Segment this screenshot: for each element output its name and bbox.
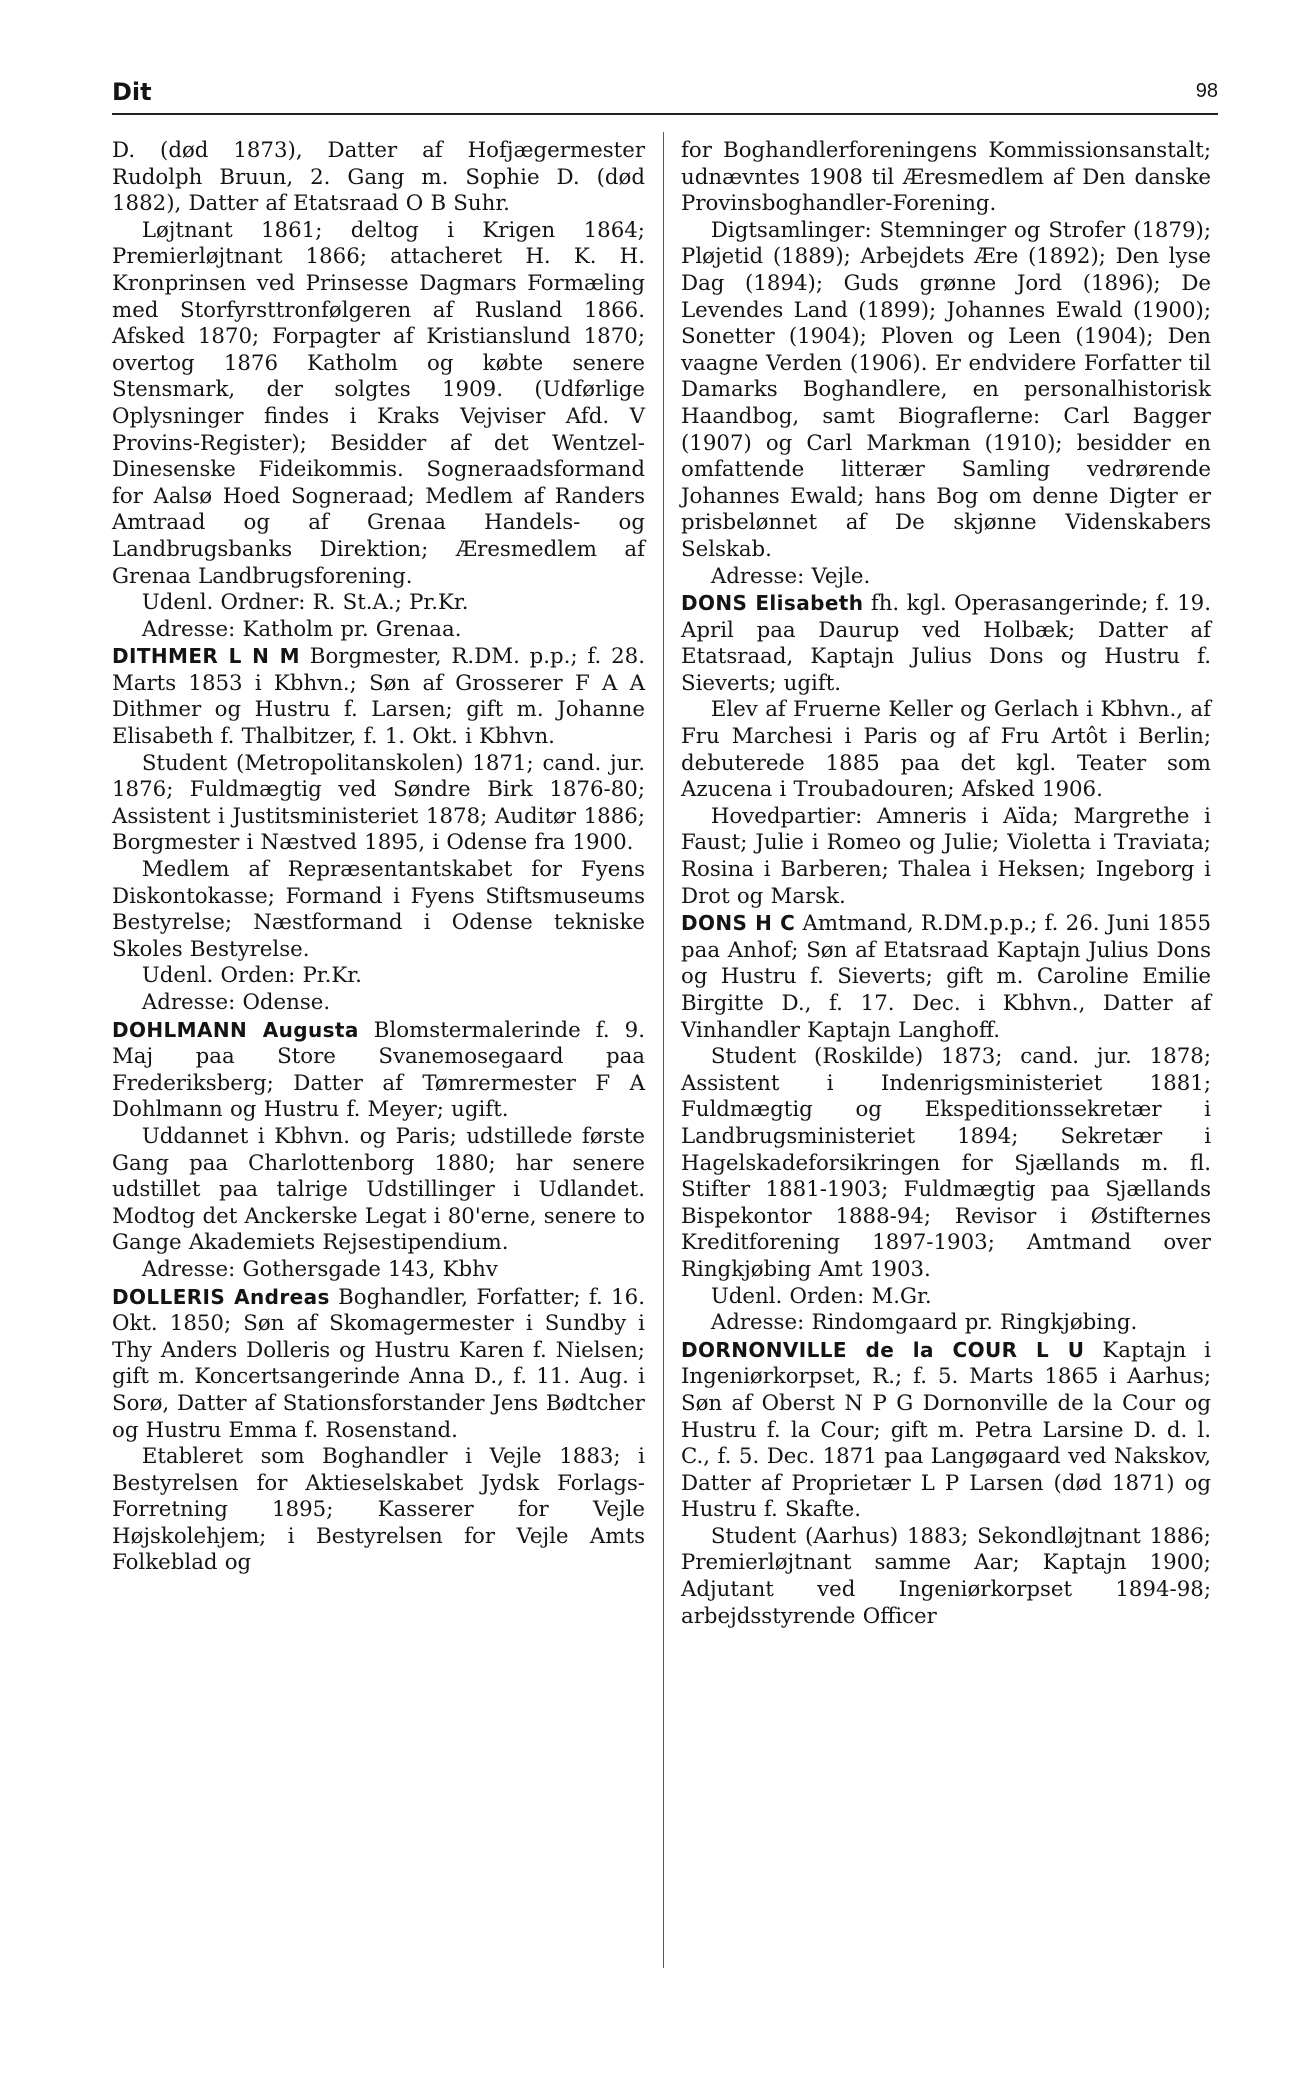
right-column (681, 138, 1211, 1630)
entry-text: Uddannet i Kbhvn. og Paris; udstillede første Gang paa Charlottenborg 1880; har senere udstillet paa talrige Udstillinger i Udlandet. Modtog det Anckerske Legat i 80'erne, senere to Gange Akademiets Rejsestipendium. (112, 1123, 645, 1256)
entry-text: Løjtnant 1861; deltog i Krigen 1864; Premierløjtnant 1866; attacheret H. K. H. Kronprinsen ved Prinsesse Dagmars Formæling med Storfyrsttronfølgeren af Rusland 1866. Afsked 1870; Forpagter af Kristianslund 1870; overtog 1876 Katholm og købte senere Stensmark, der solgtes 1909. (Udførlige Oplysninger findes i Kraks Vejviser Afd. V Provins-Register); Besidder af det Wentzel-Dinesenske Fideikommis. Sogneraadsformand for Aalsø Hoed Sogneraad; Medlem af Randers Amtraad og af Grenaa Handels- og Landbrugsbanks Direktion; Æresmedlem af Grenaa Landbrugsforening. (112, 217, 645, 589)
entry-text: Kaptajn i Ingeniørkorpset, R.; f. 5. Marts 1865 i Aarhus; Søn af Oberst N P G Dornonville de la Cour og Hustru f. la Cour; gift m. Petra Larsine D. d. l. C., f. 5. Dec. 1871 paa Langøgaard ved Nakskov, Datter af Proprietær L P Larsen (død 1871) og Hustru f. Skafte. (681, 1337, 1211, 1523)
entry-text: Elev af Fruerne Keller og Gerlach i Kbhvn., af Fru Marchesi i Paris og af Fru Artôt i Berlin; debuterede 1885 paa det kgl. Teater som Azucena i Troubadouren; Afsked 1906. (681, 697, 1211, 803)
page-number: 98 (1195, 80, 1218, 102)
entry-name: DONS Elisabeth (681, 591, 864, 616)
entry-name: DONS H C (681, 911, 796, 936)
entry-text: Etableret som Boghandler i Vejle 1883; i Bestyrelsen for Aktieselskabet Jydsk Forlags-Forretning 1895; Kasserer for Vejle Højskolehjem; i Bestyrelsen for Vejle Amts Folkeblad og (112, 1444, 645, 1576)
entry-text: Adresse: Vejle. (710, 563, 871, 589)
body-paragraph (681, 138, 1211, 218)
entry-text: Hovedpartier: Amneris i Aïda; Margrethe i Faust; Julie i Romeo og Julie; Violetta i Traviata; Rosina i Barberen; Thalea i Heksen; Ingeborg i Drot og Marsk. (681, 803, 1211, 909)
running-head: Dit (112, 78, 152, 106)
body-paragraph (112, 218, 645, 590)
body-paragraph (112, 1124, 645, 1257)
body-paragraph (681, 804, 1211, 910)
entry-text: Amtmand, R.DM.p.p.; f. 26. Juni 1855 paa Anhof; Søn af Etatsraad Kaptajn Julius Dons og Hustru f. Sieverts; gift m. Caroline Emilie Birgitte D., f. 17. Dec. i Kbhvn., Datter af Vinhandler Kaptajn Langhoff. (681, 911, 1211, 1043)
body-paragraph (681, 1284, 1211, 1311)
entry-text: Boghandler, Forfatter; f. 16. Okt. 1850; Søn af Skomagermester i Sundby i Thy Anders Dolleris og Hustru Karen f. Nielsen; gift m. Koncertsangerinde Anna D., f. 11. Aug. i Sorø, Datter af Stationsforstander Jens Bødtcher og Hustru Emma f. Rosenstand. (112, 1284, 645, 1443)
entry-paragraph (112, 643, 645, 750)
entry-paragraph (681, 910, 1211, 1044)
entry-name: DOLLERIS Andreas (112, 1284, 330, 1309)
entry-text: fh. kgl. Operasangerinde; f. 19. April paa Daurup ved Holbæk; Datter af Etatsraad, Kaptajn Julius Dons og Hustru f. Sieverts; ugift. (681, 591, 1211, 696)
entry-name: DORNONVILLE de la COUR L U (681, 1337, 1085, 1362)
entry-paragraph (681, 1337, 1211, 1524)
entry-text: Digtsamlinger: Stemninger og Strofer (1879); Pløjetid (1889); Arbejdets Ære (1892); Den lyse Dag (1894); Guds grønne Jord (1896); De Levendes Land (1899); Johannes Ewald (1900); Sonetter (1904); Ploven og Leen (1904); Den vaagne Verden (1906). Er endvidere Forfatter til Damarks Boghandlere, en personalhistorisk Haandbog, samt Biograflerne: Carl Bagger (1907) og Carl Markman (1910); besidder en omfattende litterær Samling vedrørende Johannes Ewald; hans Bog om denne Digter er prisbelønnet af De skjønne Videnskabers Selskab. (681, 217, 1211, 562)
left-column (112, 138, 645, 1577)
entry-paragraph (112, 1284, 645, 1445)
body-paragraph (112, 1444, 645, 1577)
entry-text: Udenl. Ordner: R. St.A.; Pr.Kr. (141, 590, 469, 616)
body-paragraph (681, 1310, 1211, 1337)
body-paragraph (112, 857, 645, 963)
entry-paragraph (681, 590, 1211, 697)
body-paragraph (112, 963, 645, 990)
body-paragraph (112, 138, 645, 218)
body-paragraph (681, 218, 1211, 564)
header-rule (112, 113, 1218, 115)
column-divider (663, 132, 664, 1968)
body-paragraph (681, 1044, 1211, 1283)
body-paragraph (681, 564, 1211, 591)
body-paragraph (112, 617, 645, 644)
entry-text: Student (Roskilde) 1873; cand. jur. 1878; Assistent i Indenrigsministeriet 1881; Fuldmægtig og Ekspeditionssekretær i Landbrugsministeriet 1894; Sekretær i Hagelskadeforsikringen for Sjællands m. fl. Stifter 1881-1903; Fuldmægtig paa Sjællands Bispekontor 1888-94; Revisor i Østifternes Kreditforening 1897-1903; Amtmand over Ringkjøbing Amt 1903. (681, 1044, 1211, 1282)
entry-text: for Boghandlerforeningens Kommissionsanstalt; udnævntes 1908 til Æresmedlem af Den danske Provinsboghandler-Forening. (681, 138, 1211, 217)
body-paragraph (112, 1257, 645, 1284)
entry-paragraph (112, 1017, 645, 1124)
entry-text: Adresse: Katholm pr. Grenaa. (141, 616, 462, 642)
entry-text: Udenl. Orden: M.Gr. (710, 1283, 932, 1309)
body-paragraph (681, 697, 1211, 803)
body-paragraph (112, 990, 645, 1017)
page-header (112, 78, 1218, 118)
body-paragraph (681, 1524, 1211, 1630)
entry-text: Medlem af Repræsentantskabet for Fyens Diskontokasse; Formand i Fyens Stiftsmuseums Bestyrelse; Næstformand i Odense tekniske Skoles Bestyrelse. (112, 857, 645, 962)
body-paragraph (112, 590, 645, 617)
entry-text: Adresse: Gothersgade 143, Kbhv (141, 1256, 498, 1282)
entry-name: DOHLMANN Augusta (112, 1017, 359, 1042)
entry-text: Student (Aarhus) 1883; Sekondløjtnant 1886; Premierløjtnant samme Aar; Kaptajn 1900; Adjutant ved Ingeniørkorpset 1894-98; arbejdsstyrende Officer (681, 1523, 1211, 1629)
body-paragraph (112, 751, 645, 857)
entry-text: D. (død 1873), Datter af Hofjægermester Rudolph Bruun, 2. Gang m. Sophie D. (død 1882), Datter af Etatsraad O B Suhr. (112, 138, 645, 217)
entry-text: Udenl. Orden: Pr.Kr. (141, 963, 362, 989)
entry-text: Adresse: Odense. (141, 990, 331, 1015)
entry-text: Blomstermalerinde f. 9. Maj paa Store Svanemosegaard paa Frederiksberg; Datter af Tømrermester F A Dohlmann og Hustru f. Meyer; ugift. (112, 1017, 645, 1123)
entry-text: Adresse: Rindomgaard pr. Ringkjøbing. (710, 1310, 1138, 1336)
entry-text: Borgmester, R.DM. p.p.; f. 28. Marts 1853 i Kbhvn.; Søn af Grosserer F A A Dithmer og Hustru f. Larsen; gift m. Johanne Elisabeth f. Thalbitzer, f. 1. Okt. i Kbhvn. (112, 644, 646, 750)
entry-name: DITHMER L N M (112, 644, 300, 669)
entry-text: Student (Metropolitanskolen) 1871; cand. jur. 1876; Fuldmægtig ved Søndre Birk 1876-80; Assistent i Justitsministeriet 1878; Auditør 1886; Borgmester i Næstved 1895, i Odense fra 1900. (112, 750, 645, 856)
